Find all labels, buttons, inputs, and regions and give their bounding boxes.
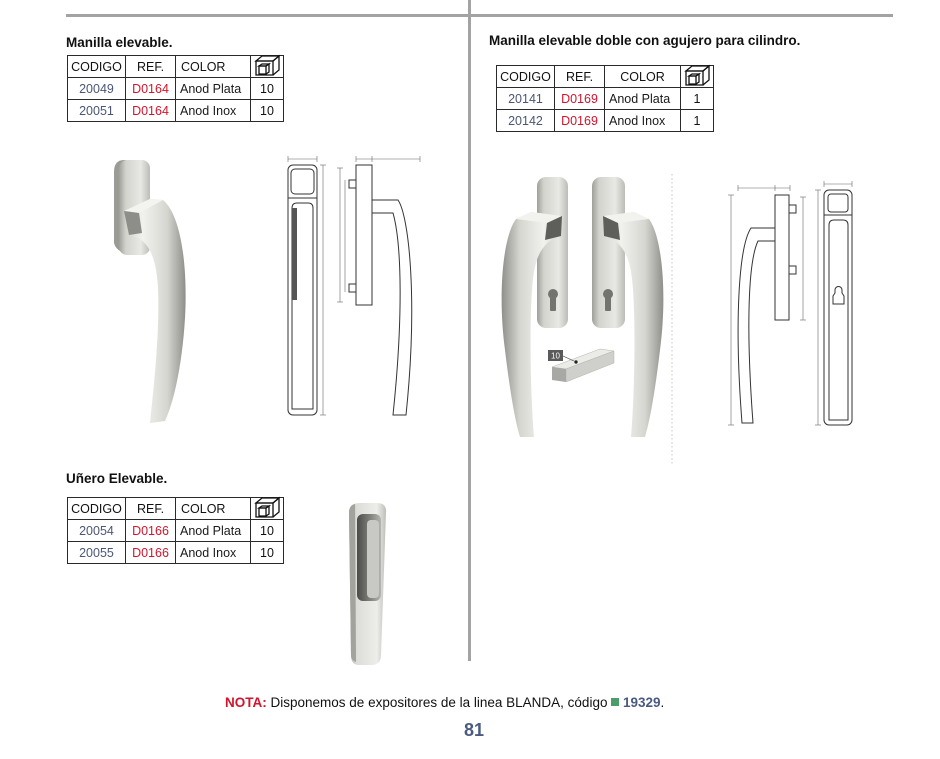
table-header-row — [68, 498, 284, 520]
row-color: Anod Inox — [605, 110, 681, 132]
header-units — [251, 498, 284, 520]
row-codigo: 20055 — [68, 542, 126, 564]
row-ref: D0164 — [126, 100, 176, 122]
header-codigo: CODIGO — [68, 498, 126, 520]
section-title-unero-elevable: Uñero Elevable. — [66, 471, 168, 486]
table-header-row — [497, 66, 714, 88]
manilla-doble-photo — [502, 177, 664, 437]
row-ref: D0166 — [126, 542, 176, 564]
side-view — [728, 185, 806, 425]
green-square-icon — [611, 698, 619, 706]
row-ref: D0166 — [126, 520, 176, 542]
box-units-icon — [683, 63, 711, 87]
box-units-icon — [253, 53, 281, 77]
header-ref: REF. — [126, 498, 176, 520]
note-period: . — [660, 695, 665, 710]
unero-cavity-inner — [367, 520, 379, 598]
manilla-elevable-technical-drawing — [288, 156, 420, 415]
row-units: 10 — [251, 520, 284, 542]
row-codigo: 20141 — [497, 88, 555, 110]
row-color: Anod Inox — [176, 542, 251, 564]
note-label: NOTA: — [225, 695, 267, 710]
table-row — [68, 78, 284, 100]
header-ref: REF. — [555, 66, 605, 88]
table-row — [68, 520, 284, 542]
unero-elevable-photo — [349, 503, 386, 665]
row-color: Anod Inox — [176, 100, 251, 122]
table-manilla-doble — [496, 65, 714, 132]
header-color: COLOR — [176, 56, 251, 78]
manilla-doble-technical-drawing — [728, 181, 852, 425]
row-units: 10 — [251, 78, 284, 100]
table-unero-elevable — [67, 497, 284, 564]
page-number: 81 — [464, 720, 485, 740]
front-view — [815, 181, 852, 425]
header-codigo: CODIGO — [497, 66, 555, 88]
row-color: Anod Plata — [176, 78, 251, 100]
section-title-manilla-elevable: Manilla elevable. — [66, 35, 173, 50]
row-units: 1 — [681, 88, 714, 110]
header-units — [681, 66, 714, 88]
table-row — [68, 542, 284, 564]
header-color: COLOR — [605, 66, 681, 88]
square-spindle — [548, 349, 614, 382]
table-row — [68, 100, 284, 122]
row-ref: D0169 — [555, 110, 605, 132]
row-units: 10 — [251, 542, 284, 564]
row-codigo: 20142 — [497, 110, 555, 132]
spindle-label: 10 — [551, 351, 560, 361]
header-ref: REF. — [126, 56, 176, 78]
row-color: Anod Plata — [605, 88, 681, 110]
top-rule — [66, 14, 893, 17]
section-title-manilla-doble: Manilla elevable doble con agujero para cilindro. — [489, 33, 801, 48]
unero-side — [349, 504, 356, 662]
row-codigo: 20049 — [68, 78, 126, 100]
row-color: Anod Plata — [176, 520, 251, 542]
column-divider — [468, 0, 471, 661]
row-units: 1 — [681, 110, 714, 132]
footer-note — [225, 695, 664, 711]
table-row — [497, 88, 714, 110]
row-codigo: 20054 — [68, 520, 126, 542]
side-view — [337, 156, 420, 415]
row-ref: D0169 — [555, 88, 605, 110]
header-color: COLOR — [176, 498, 251, 520]
manilla-elevable-photo — [114, 160, 186, 423]
box-units-icon — [253, 495, 281, 519]
header-codigo: CODIGO — [68, 56, 126, 78]
row-units: 10 — [251, 100, 284, 122]
note-text: Disponemos de expositores de la linea BLANDA, código — [270, 695, 608, 710]
handle-left — [502, 177, 568, 437]
row-ref: D0164 — [126, 78, 176, 100]
front-view — [288, 156, 326, 415]
note-code: 19329 — [623, 695, 661, 710]
table-row — [497, 110, 714, 132]
header-units — [251, 56, 284, 78]
handle-right — [592, 177, 663, 437]
row-codigo: 20051 — [68, 100, 126, 122]
table-manilla-elevable — [67, 55, 284, 122]
table-header-row — [68, 56, 284, 78]
